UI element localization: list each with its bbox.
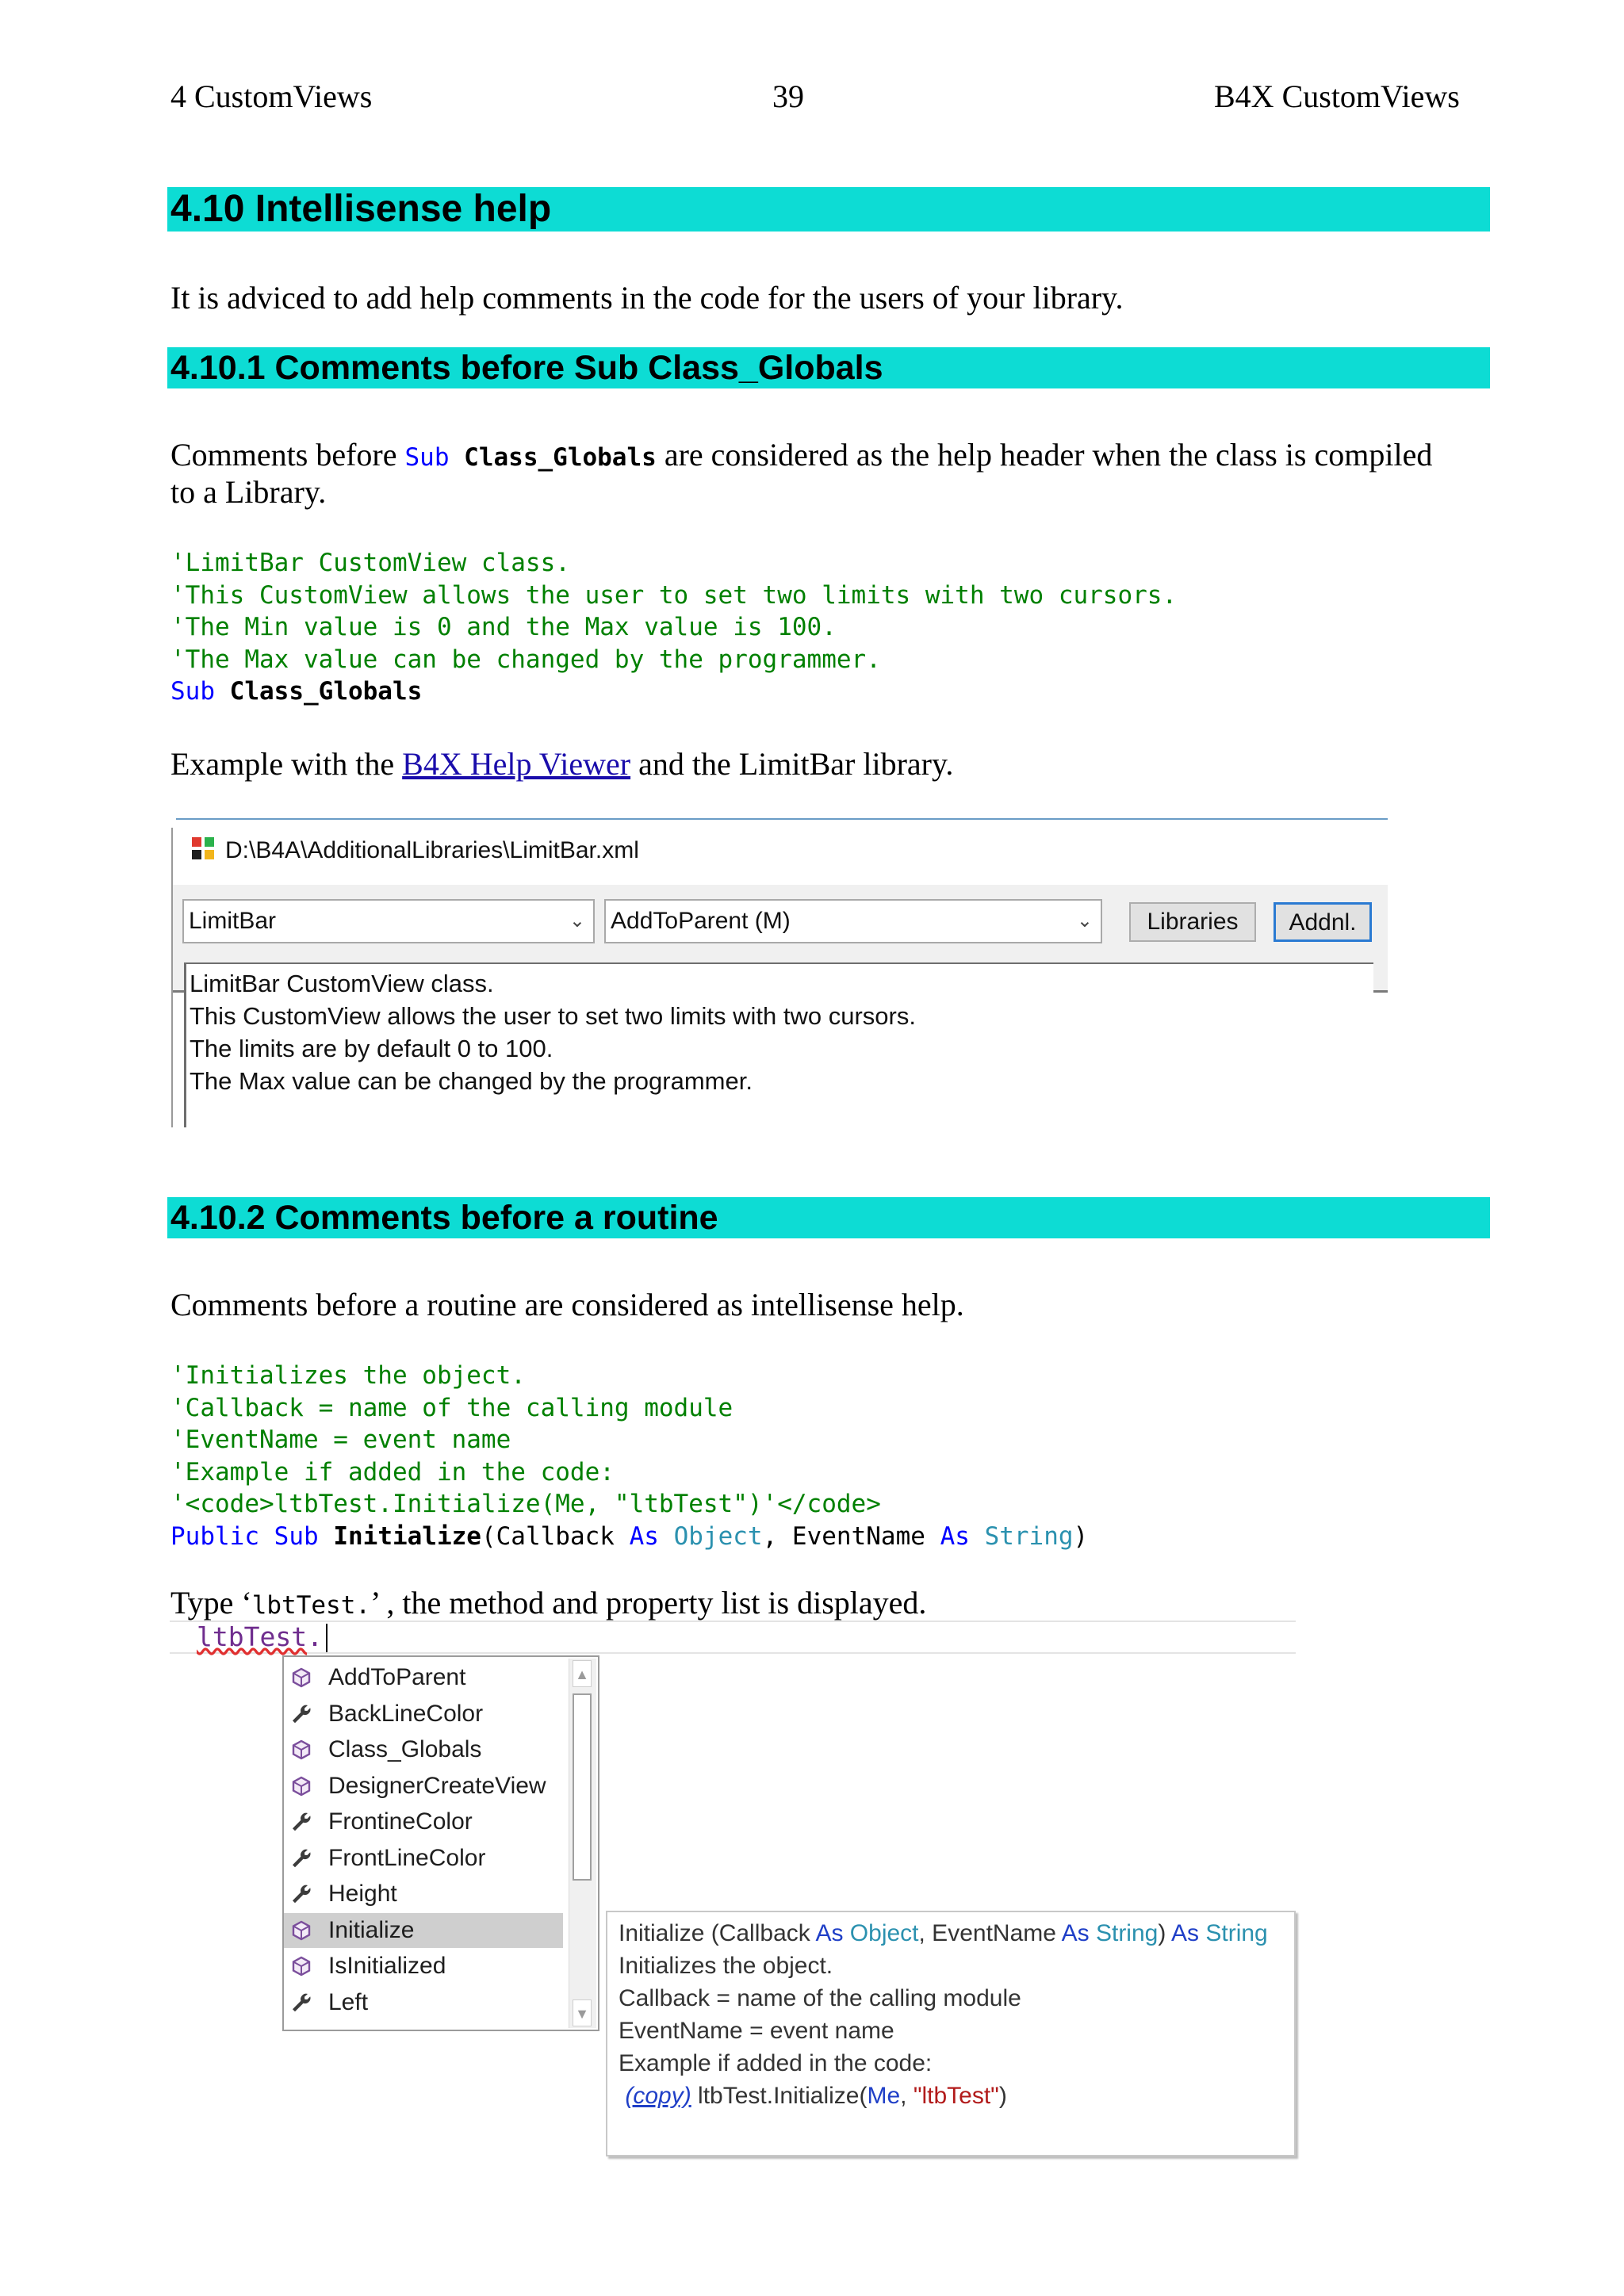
code-keyword: Sub xyxy=(170,677,215,706)
class-combo[interactable] xyxy=(182,899,595,943)
scroll-thumb[interactable] xyxy=(573,1693,592,1881)
code-comment-line: 'Example if added in the code: xyxy=(170,1457,615,1487)
code-comment-line: 'The Min value is 0 and the Max value is 100. xyxy=(170,613,837,641)
window-border xyxy=(176,818,1388,820)
text-caret xyxy=(326,1624,327,1652)
inline-code-sub: Sub xyxy=(404,443,450,472)
code-comment-line: 'Callback = name of the calling module xyxy=(170,1393,733,1422)
typed-code: ltbTest xyxy=(197,1621,308,1652)
tooltip-line: Example if added in the code: xyxy=(619,2050,933,2076)
list-item[interactable] xyxy=(284,1949,563,1984)
code-params: (Callback xyxy=(481,1521,630,1551)
scroll-down-icon[interactable]: ▼ xyxy=(573,1999,592,2026)
list-item[interactable] xyxy=(284,1697,563,1732)
code-comment-line: '<code>ltbTest.Initialize(Me, "ltbTest")'</code> xyxy=(170,1490,881,1518)
list-item[interactable] xyxy=(284,1985,563,2020)
class-combo-value: LimitBar xyxy=(189,908,277,934)
class-globals-paragraph-line2: to a Library. xyxy=(170,474,327,510)
help-text-line: The limits are by default 0 to 100. xyxy=(190,1035,553,1062)
code-block-class-globals xyxy=(170,547,1177,708)
help-text-line: LimitBar CustomView class. xyxy=(190,970,494,997)
code-comment-line: 'The Max value can be changed by the programmer. xyxy=(170,645,881,674)
list-item[interactable] xyxy=(284,1769,563,1804)
code-keyword: As xyxy=(940,1521,970,1551)
code-comment-line: 'Initializes the object. xyxy=(170,1361,526,1390)
section-heading-4-10-1: 4.10.1 Comments before Sub Class_Globals xyxy=(167,347,1490,388)
intellisense-tooltip xyxy=(606,1911,1296,2156)
addnl-button[interactable]: Addnl. xyxy=(1274,902,1372,942)
b4x-help-viewer-link[interactable]: B4X Help Viewer xyxy=(402,746,631,782)
inline-code-lbttest: lbtTest. xyxy=(251,1591,371,1620)
para-text: are considered as the help header when the class is compiled xyxy=(656,437,1433,473)
member-combo[interactable] xyxy=(604,899,1102,943)
code-params: , EventName xyxy=(762,1521,940,1551)
code-comment-line: 'LimitBar CustomView class. xyxy=(170,549,570,577)
code-keyword: As xyxy=(629,1521,659,1551)
help-text-line: This CustomView allows the user to set two limits with two cursors. xyxy=(190,1002,916,1030)
code-type: String xyxy=(984,1521,1074,1551)
list-item-label: DesignerCreateView xyxy=(328,1772,546,1799)
list-item-label: Height xyxy=(328,1881,397,1907)
code-sub-name: Class_Globals xyxy=(229,677,423,706)
tooltip-signature: Initialize (Callback As Object, EventName As String) As String xyxy=(619,1920,1268,1946)
list-item[interactable] xyxy=(284,1877,563,1911)
list-item[interactable] xyxy=(284,1913,563,1948)
class-globals-paragraph xyxy=(170,436,1432,476)
para-text: Comments before xyxy=(170,437,405,473)
list-item[interactable] xyxy=(284,1804,563,1839)
list-item[interactable] xyxy=(284,1660,563,1695)
member-combo-value: AddToParent (M) xyxy=(611,908,791,934)
tooltip-example-line: (copy) ltbTest.Initialize(Me, "ltbTest") xyxy=(625,2083,1007,2109)
list-item-label: FrontineColor xyxy=(328,1808,473,1835)
example-paragraph xyxy=(170,745,953,783)
chevron-down-icon: ⌄ xyxy=(569,910,585,932)
routine-paragraph: Comments before a routine are considered as intellisense help. xyxy=(170,1287,964,1322)
page-number: 39 xyxy=(772,78,804,114)
tooltip-line: Callback = name of the calling module xyxy=(619,1985,1021,2011)
code-sub-name: Initialize xyxy=(333,1521,481,1551)
code-sub-line xyxy=(170,675,1177,708)
copy-link[interactable]: (copy) xyxy=(625,2083,691,2109)
list-item-label: Left xyxy=(328,1988,369,2015)
typed-dot: . xyxy=(307,1621,323,1652)
section-heading-4-10-2: 4.10.2 Comments before a routine xyxy=(167,1197,1490,1238)
para-text: and the LimitBar library. xyxy=(630,746,954,782)
code-sub-line xyxy=(170,1521,1088,1553)
list-item-label: Initialize xyxy=(328,1916,415,1943)
list-item-label: IsInitialized xyxy=(328,1953,446,1979)
b4x-app-icon xyxy=(190,836,216,863)
list-scrollbar[interactable] xyxy=(569,1659,596,2028)
list-item[interactable] xyxy=(284,1732,563,1767)
tooltip-line: Initializes the object. xyxy=(619,1953,833,1979)
scroll-up-icon[interactable]: ▲ xyxy=(573,1660,592,1687)
help-viewer-screenshot xyxy=(171,818,1388,1127)
running-header-chapter: 4 CustomViews xyxy=(170,78,373,114)
list-item[interactable] xyxy=(284,1841,563,1876)
code-editor-line[interactable] xyxy=(170,1621,1296,1654)
intellisense-list[interactable] xyxy=(282,1655,599,2031)
code-comment-line: 'This CustomView allows the user to set two limits with two cursors. xyxy=(170,580,1178,610)
code-keyword: Sub xyxy=(274,1521,319,1551)
libraries-button[interactable]: Libraries xyxy=(1129,902,1256,942)
para-text: Type ‘ xyxy=(170,1585,252,1621)
section-heading-4-10: 4.10 Intellisense help xyxy=(167,187,1490,232)
para-text: Example with the xyxy=(170,746,403,782)
window-title: D:\B4A\AdditionalLibraries\LimitBar.xml xyxy=(225,837,639,863)
list-item-label: FrontLineColor xyxy=(328,1844,486,1871)
tooltip-line: EventName = event name xyxy=(619,2018,894,2044)
help-text-area[interactable] xyxy=(184,962,1373,1127)
para-text: ’ , the method and property list is displayed. xyxy=(370,1585,927,1621)
inline-code-class-globals: Class_Globals xyxy=(464,443,657,472)
code-params: ) xyxy=(1073,1521,1089,1551)
type-paragraph xyxy=(170,1584,926,1624)
code-type: Object xyxy=(673,1521,763,1551)
chevron-down-icon: ⌄ xyxy=(1076,910,1093,932)
running-header-book: B4X CustomViews xyxy=(1214,78,1460,114)
list-item-label: Class_Globals xyxy=(328,1736,482,1762)
code-comment-line: 'EventName = event name xyxy=(170,1425,511,1454)
list-item-label: AddToParent xyxy=(328,1664,466,1690)
intro-paragraph: It is adviced to add help comments in the code for the users of your library. xyxy=(170,280,1124,316)
code-keyword: Public xyxy=(170,1521,259,1551)
help-text-line: The Max value can be changed by the programmer. xyxy=(190,1067,753,1095)
list-item-label: BackLineColor xyxy=(328,1700,484,1727)
code-block-initialize xyxy=(170,1360,1088,1552)
